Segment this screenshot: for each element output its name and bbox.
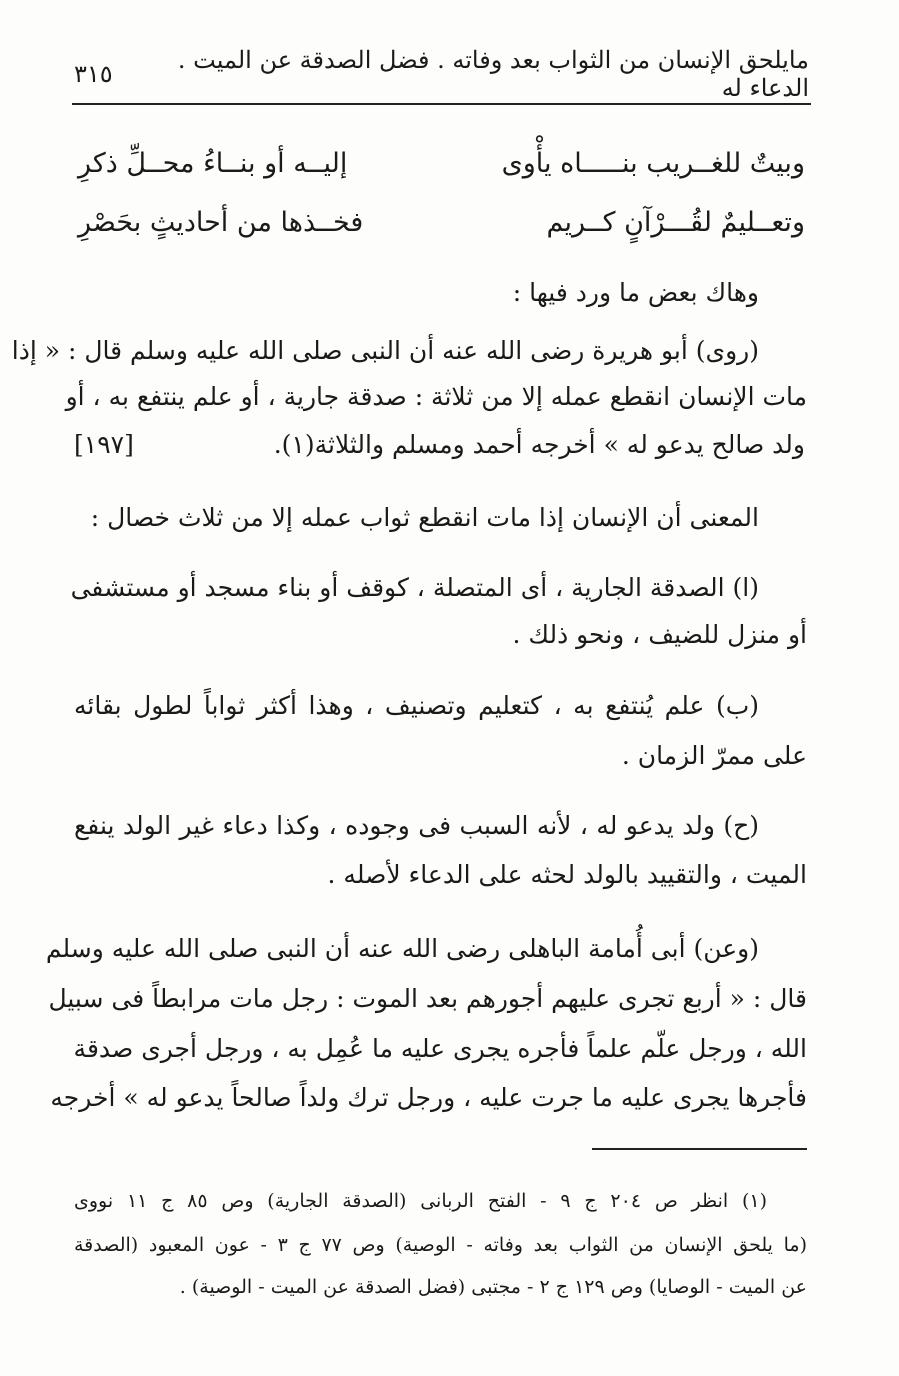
item-line: على ممرّ الزمان . bbox=[621, 741, 807, 770]
item-line: (ب) علم يُنتفع به ، كتعليم وتصنيف ، وهذا أكثر ثواباً لطول بقائه bbox=[74, 691, 759, 720]
hadith-last-row bbox=[74, 430, 805, 459]
hadith-line: ولد صالح يدعو له » أخرجه أحمد ومسلم والثلاثة(١). bbox=[273, 430, 805, 459]
footnote-divider bbox=[592, 1148, 807, 1150]
running-header bbox=[74, 46, 809, 102]
hadith-line: قال : « أربع تجرى عليهم أجورهم بعد الموت : رجل مات مرابطاً فى سبيل bbox=[48, 984, 807, 1013]
verse-hemistich-right: وبيتٌ للغــريب بنـــــاه يأْوى bbox=[501, 148, 805, 179]
verse-hemistich-right: وتعــليمٌ لقُـــرْآنٍ كــريم bbox=[546, 207, 805, 238]
header-divider bbox=[72, 103, 811, 105]
item-line: الميت ، والتقييد بالولد لحثه على الدعاء لأصله . bbox=[327, 860, 807, 889]
item-line: أو منزل للضيف ، ونحو ذلك . bbox=[512, 620, 807, 649]
hadith-line: (وعن) أبى أُمامة الباهلى رضى الله عنه أن النبى صلى الله عليه وسلم bbox=[45, 934, 759, 963]
verse-hemistich-left: فخــذها من أحاديثٍ بحَصْرِ bbox=[78, 207, 364, 238]
item-line: (ح) ولد يدعو له ، لأنه السبب فى وجوده ، وكذا دعاء غير الولد ينفع bbox=[74, 811, 759, 840]
hadith-number: [١٩٧] bbox=[74, 430, 134, 459]
meaning-line: المعنى أن الإنسان إذا مات انقطع ثواب عمله إلا من ثلاث خصال : bbox=[90, 503, 759, 532]
page-number: ٣١٥ bbox=[74, 60, 113, 88]
hadith-line: فأجرها يجرى عليه ما جرت عليه ، ورجل ترك ولداً صالحاً يدعو له » أخرجه bbox=[50, 1083, 807, 1112]
item-line: (ا) الصدقة الجارية ، أى المتصلة ، كوقف أو بناء مسجد أو مستشفى bbox=[70, 573, 759, 602]
header-title: مايلحق الإنسان من الثواب بعد وفاته . فضل الصدقة عن الميت . الدعاء له bbox=[177, 46, 809, 102]
verse-hemistich-left: إليــه أو بنــاءُ محــلِّ ذكرِ bbox=[78, 148, 348, 179]
intro-line: وهاك بعض ما ورد فيها : bbox=[512, 278, 759, 307]
verse-line bbox=[78, 148, 805, 179]
hadith-line: الله ، ورجل علّم علماً فأجره يجرى عليه ما عُمِل به ، ورجل أجرى صدقة bbox=[73, 1034, 807, 1063]
hadith-line: (روى) أبو هريرة رضى الله عنه أن النبى صلى الله عليه وسلم قال : « إذا bbox=[11, 336, 759, 365]
hadith-line: مات الإنسان انقطع عمله إلا من ثلاثة : صدقة جارية ، أو علم ينتفع به ، أو bbox=[65, 382, 807, 411]
footnote-line: (١) انظر ص ٢٠٤ ج ٩ - الفتح الربانى (الصدقة الجارية) وص ٨٥ ج ١١ نووى bbox=[74, 1190, 768, 1212]
verse-line bbox=[78, 207, 805, 238]
footnote-line: (ما يلحق الإنسان من الثواب بعد وفاته - الوصية) وص ٧٧ ج ٣ - عون المعبود (الصدقة bbox=[74, 1234, 807, 1256]
footnote-line: عن الميت - الوصايا) وص ١٢٩ ج ٢ - مجتبى (فضل الصدقة عن الميت - الوصية) . bbox=[179, 1276, 807, 1298]
